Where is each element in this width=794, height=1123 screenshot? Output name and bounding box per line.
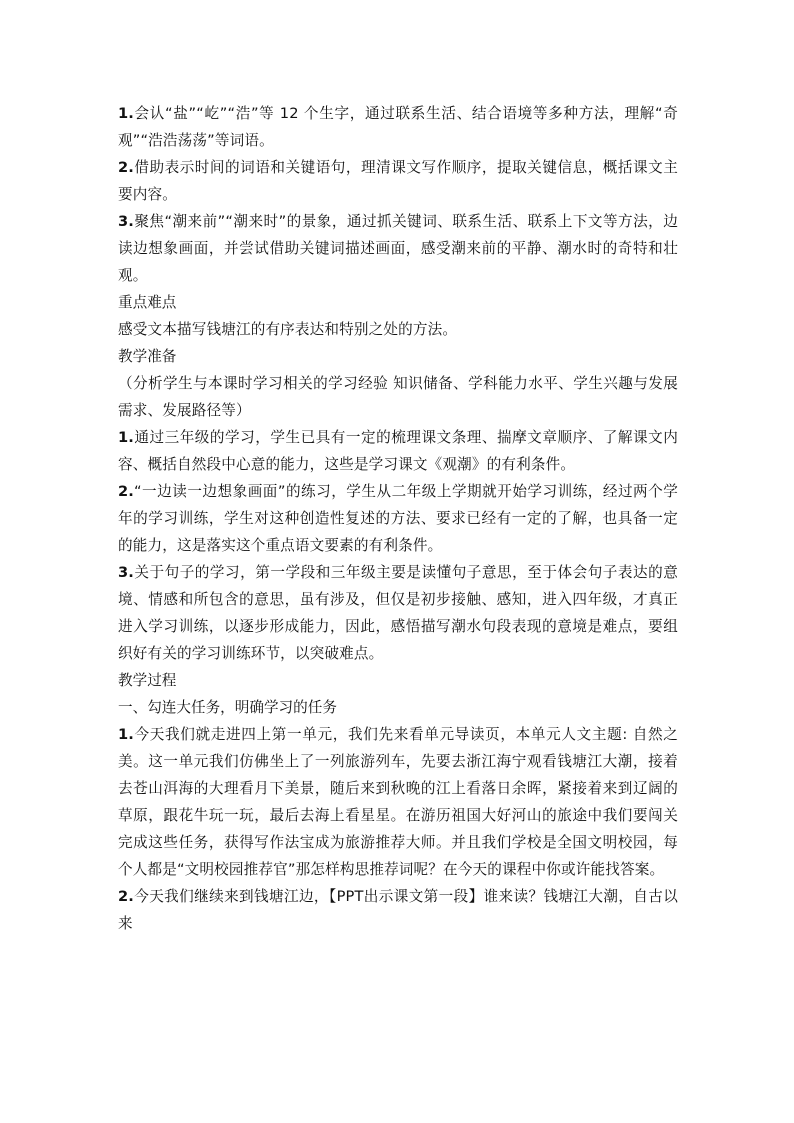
process-item-2 bbox=[118, 883, 678, 937]
process-heading: 教学过程 bbox=[118, 672, 177, 689]
preparation-heading: 教学准备 bbox=[118, 348, 177, 365]
preparation-text: 通过三年级的学习，学生已具有一定的梳理课文条理、揣摩文章顺序、了解课文内容、概括自然段中心意的能力，这些是学习课文《观潮》的有利条件。 bbox=[118, 429, 678, 473]
preparation-item-1 bbox=[118, 424, 678, 478]
preparation-number: 2. bbox=[118, 483, 134, 500]
process-section-one: 一、勾连大任务，明确学习的任务 bbox=[118, 699, 337, 716]
preparation-text: 关于句子的学习，第一学段和三年级主要是读懂句子意思，至于体会句子表达的意境、情感和所包含的意思，虽有涉及，但仅是初步接触、感知，进入四年级，才真正进入学习训练，以逐步形成能力，因此，感悟描写潮水句段表现的意境是难点，要组织好有关的学习训练环节，以突破难点。 bbox=[118, 564, 678, 662]
key-points-text: 感受文本描写钱塘江的有序表达和特别之处的方法。 bbox=[118, 321, 458, 338]
preparation-number: 3. bbox=[118, 564, 134, 581]
goal-text: 聚焦“潮来前”“潮来时”的景象，通过抓关键词、联系生活、联系上下文等方法，边读边想象画面，并尝试借助关键词描述画面，感受潮来前的平静、潮水时的奇特和壮观。 bbox=[118, 213, 678, 284]
goal-item-1 bbox=[118, 100, 678, 154]
goal-text: 会认“盐”“屹”“浩”等 12 个生字，通过联系生活、结合语境等多种方法，理解“奇观”“浩浩荡荡”等词语。 bbox=[118, 105, 678, 149]
key-points-heading: 重点难点 bbox=[118, 294, 177, 311]
process-item-1 bbox=[118, 721, 678, 883]
preparation-item-2 bbox=[118, 478, 678, 559]
goal-number: 1. bbox=[118, 105, 134, 122]
goal-number: 3. bbox=[118, 213, 134, 230]
goal-item-3 bbox=[118, 208, 678, 289]
process-text: 今天我们就走进四上第一单元，我们先来看单元导读页，本单元人文主题: 自然之美。这一单元我们仿佛坐上了一列旅游列车，先要去浙江海宁观看钱塘江大潮，接着去苍山洱海的大理看月下美景，随后来到秋晚的江上看落日余晖，紧接着来到辽阔的草原，跟花牛玩一玩，最后去海上看星星。在游历祖国大好河山的旅途中我们要闯关完成这些任务，获得写作法宝成为旅游推荐大师。并且我们学校是全国文明校园，每个人都是“文明校园推荐官”那怎样构思推荐词呢？在今天的课程中你或许能找答案。 bbox=[118, 726, 678, 878]
preparation-note: （分析学生与本课时学习相关的学习经验 知识储备、学科能力水平、学生兴趣与发展需求、发展路径等） bbox=[118, 375, 678, 419]
goal-number: 2. bbox=[118, 159, 134, 176]
process-text: 今天我们继续来到钱塘江边，【PPT出示课文第一段】谁来读？钱塘江大潮，自古以来 bbox=[118, 888, 678, 932]
goal-text: 借助表示时间的词语和关键语句，理清课文写作顺序，提取关键信息，概括课文主要内容。 bbox=[118, 159, 678, 203]
preparation-text: “一边读一边想象画面”的练习，学生从二年级上学期就开始学习训练，经过两个学年的学习训练，学生对这种创造性复述的方法、要求已经有一定的了解，也具备一定的能力，这是落实这个重点语文要素的有利条件。 bbox=[118, 483, 678, 554]
preparation-item-3 bbox=[118, 559, 678, 667]
preparation-number: 1. bbox=[118, 429, 134, 446]
document-body bbox=[118, 100, 678, 937]
process-number: 2. bbox=[118, 888, 134, 905]
process-number: 1. bbox=[118, 726, 134, 743]
goal-item-2 bbox=[118, 154, 678, 208]
